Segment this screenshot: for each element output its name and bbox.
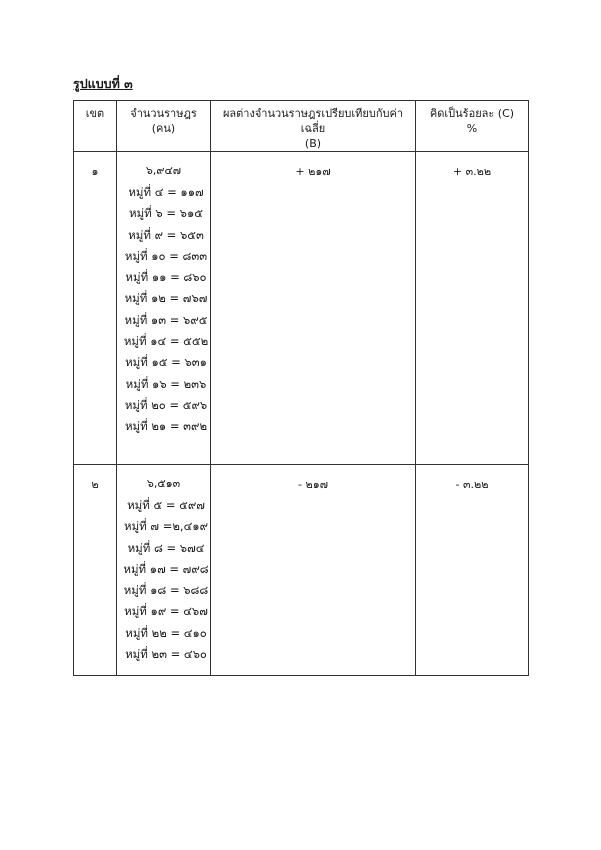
header-zone bbox=[74, 101, 117, 152]
difference-cell bbox=[211, 465, 416, 676]
header-population-unit: (คน) bbox=[151, 122, 176, 135]
village-count: หมู่ที่ ๒๐ = ๕๙๖ bbox=[124, 397, 208, 412]
header-percent bbox=[416, 101, 529, 152]
page-title: รูปแบบที่ ๓ bbox=[73, 76, 133, 91]
village-count: หมู่ที่ ๑๒ = ๗๖๗ bbox=[124, 291, 208, 306]
village-count: หมู่ที่ ๕ = ๕๙๗ bbox=[127, 498, 205, 512]
population-cell bbox=[117, 152, 211, 465]
village-count: หมู่ที่ ๑๔ = ๕๕๒ bbox=[123, 334, 209, 349]
header-percent-label: คิดเป็นร้อยละ (C) bbox=[429, 107, 515, 120]
zone-number: ๒ bbox=[91, 478, 99, 491]
village-count: หมู่ที่ ๑๖ = ๒๓๖ bbox=[125, 376, 207, 391]
village-count: หมู่ที่ ๒๓ = ๔๖๐ bbox=[125, 647, 207, 662]
header-row bbox=[74, 101, 529, 152]
village-count: หมู่ที่ ๗ =๒,๔๑๙ bbox=[124, 519, 208, 534]
village-count: หมู่ที่ ๑๘ = ๖๘๘ bbox=[123, 583, 209, 598]
zone-number-cell bbox=[74, 152, 117, 465]
village-count: หมู่ที่ ๑๑ = ๘๖๐ bbox=[125, 270, 207, 285]
percent-value: - ๓.๒๒ bbox=[455, 478, 489, 491]
header-difference-code: (B) bbox=[304, 137, 322, 150]
zone-number: ๑ bbox=[91, 165, 99, 178]
zone-total: ๖,๕๑๓ bbox=[146, 477, 181, 490]
header-difference bbox=[211, 101, 416, 152]
zone-row bbox=[74, 465, 529, 676]
village-count: หมู่ที่ ๑๙ = ๔๖๗ bbox=[124, 604, 208, 619]
population-cell bbox=[117, 465, 211, 676]
percent-cell bbox=[416, 152, 529, 465]
zone-row bbox=[74, 152, 529, 465]
difference-value: + ๒๑๗ bbox=[295, 165, 331, 178]
percent-cell bbox=[416, 465, 529, 676]
village-count: หมู่ที่ ๒๑ = ๓๙๒ bbox=[124, 419, 208, 434]
population-table bbox=[73, 100, 529, 676]
village-count: หมู่ที่ ๔ = ๑๑๗ bbox=[128, 185, 204, 199]
difference-cell bbox=[211, 152, 416, 465]
header-zone-label: เขต bbox=[85, 107, 105, 120]
percent-value: + ๓.๒๒ bbox=[452, 165, 492, 178]
village-count: หมู่ที่ ๑๐ = ๘๓๓ bbox=[124, 248, 208, 263]
village-count: หมู่ที่ ๑๓ = ๖๙๕ bbox=[124, 312, 208, 327]
village-count: หมู่ที่ ๑๗ = ๗๙๘ bbox=[123, 561, 209, 576]
village-count: หมู่ที่ ๖ = ๖๑๕ bbox=[129, 206, 203, 221]
village-count: หมู่ที่ ๘ = ๖๗๔ bbox=[127, 540, 205, 555]
header-difference-label: ผลต่างจำนวนราษฎรเปรียบเทียบกับค่าเฉลี่ย bbox=[222, 107, 404, 135]
difference-value: - ๒๑๗ bbox=[298, 478, 328, 491]
zone-total: ๖,๙๔๗ bbox=[145, 164, 182, 177]
village-count: หมู่ที่ ๙ = ๖๕๓ bbox=[128, 227, 204, 242]
village-count: หมู่ที่ ๒๒ = ๔๑๐ bbox=[125, 625, 207, 640]
header-population-label: จำนวนราษฎร bbox=[130, 107, 197, 120]
village-count: หมู่ที่ ๑๕ = ๖๓๑ bbox=[125, 355, 207, 370]
header-percent-unit: % bbox=[466, 122, 478, 135]
zone-number-cell bbox=[74, 465, 117, 676]
header-population bbox=[117, 101, 211, 152]
